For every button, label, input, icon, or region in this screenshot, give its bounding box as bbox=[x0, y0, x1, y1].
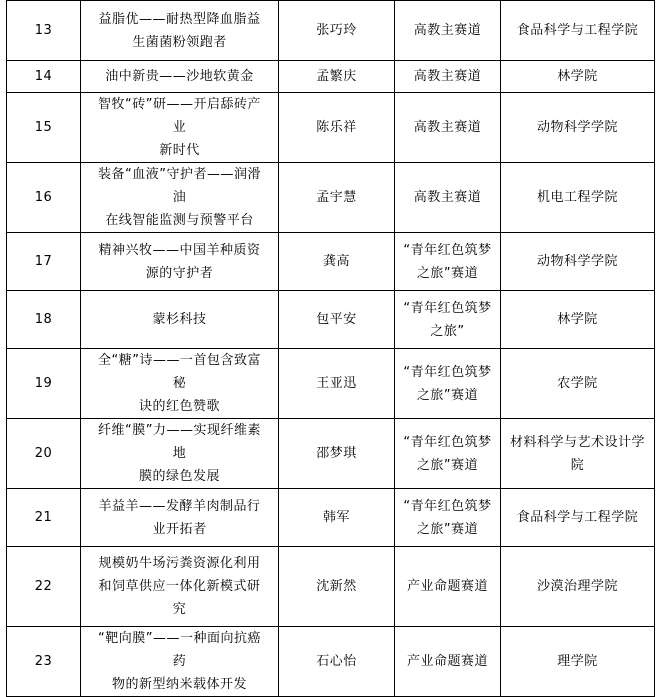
college: 理学院 bbox=[501, 627, 655, 697]
competition-track-line: 高教主赛道 bbox=[413, 120, 482, 135]
project-name-line: 油中新贵——沙地软黄金 bbox=[105, 69, 254, 84]
table-row bbox=[7, 93, 655, 163]
row-number: 14 bbox=[7, 61, 81, 93]
project-name-line: 膜的绿色发展 bbox=[138, 469, 220, 484]
competition-track bbox=[395, 489, 501, 547]
college: 食品科学与工程学院 bbox=[501, 1, 655, 61]
project-name-line: 源的守护者 bbox=[145, 265, 214, 281]
project-leader: 包平安 bbox=[279, 291, 395, 349]
college: 林学院 bbox=[501, 291, 655, 349]
project-name bbox=[81, 291, 279, 349]
row-number: 17 bbox=[7, 233, 81, 291]
row-number: 22 bbox=[7, 547, 81, 627]
competition-track-line: “青年红色筑梦 bbox=[403, 242, 492, 258]
project-name bbox=[81, 93, 279, 163]
competition-track-line: 之旅”赛道 bbox=[416, 457, 479, 473]
project-name-line: 业开拓者 bbox=[152, 521, 207, 537]
table-row bbox=[7, 349, 655, 419]
project-name-line: 装备“血液”守护者——润滑油 bbox=[98, 167, 261, 205]
project-name-line: 生菌菌粉领跑者 bbox=[132, 34, 227, 50]
row-number: 15 bbox=[7, 93, 81, 163]
project-name bbox=[81, 489, 279, 547]
project-name bbox=[81, 419, 279, 489]
competition-track bbox=[395, 93, 501, 163]
project-name bbox=[81, 233, 279, 291]
competition-track bbox=[395, 349, 501, 419]
college: 动物科学学院 bbox=[501, 233, 655, 291]
row-number: 16 bbox=[7, 163, 81, 233]
project-name-line: 规模奶牛场污粪资源化利用 bbox=[98, 556, 261, 571]
project-name-line: 益脂优——耐热型降血脂益 bbox=[98, 11, 261, 27]
project-name-line: 蒙杉科技 bbox=[152, 312, 207, 327]
competition-projects-table bbox=[6, 0, 655, 697]
project-name-line: 物的新型纳米载体开发 bbox=[111, 677, 247, 692]
project-name-line: 诀的红色赞歌 bbox=[138, 399, 220, 414]
table-row bbox=[7, 61, 655, 93]
competition-track bbox=[395, 163, 501, 233]
competition-track-line: “青年红色筑梦 bbox=[403, 364, 492, 380]
competition-track-line: 之旅”赛道 bbox=[416, 521, 479, 537]
table-row bbox=[7, 1, 655, 61]
college: 材料科学与艺术设计学院 bbox=[501, 419, 655, 489]
project-name-line: 究 bbox=[172, 602, 187, 617]
competition-track bbox=[395, 419, 501, 489]
competition-track bbox=[395, 547, 501, 627]
competition-track bbox=[395, 627, 501, 697]
project-leader: 王亚迅 bbox=[279, 349, 395, 419]
project-leader: 龚高 bbox=[279, 233, 395, 291]
project-name-line: 纤维“膜”力——实现纤维素地 bbox=[98, 423, 261, 461]
project-leader: 石心怡 bbox=[279, 627, 395, 697]
project-name-line: 全“糖”诗——一首包含致富秘 bbox=[98, 353, 261, 391]
competition-track-line: 之旅”赛道 bbox=[416, 387, 479, 403]
project-name bbox=[81, 547, 279, 627]
college: 食品科学与工程学院 bbox=[501, 489, 655, 547]
competition-track-line: 产业命题赛道 bbox=[406, 654, 488, 669]
table-row bbox=[7, 627, 655, 697]
competition-track-line: “青年红色筑梦 bbox=[403, 300, 492, 316]
competition-track-line: 高教主赛道 bbox=[413, 69, 482, 84]
row-number: 13 bbox=[7, 1, 81, 61]
project-name-line: 在线智能监测与预警平台 bbox=[105, 213, 254, 228]
row-number: 20 bbox=[7, 419, 81, 489]
competition-track-line: 高教主赛道 bbox=[413, 190, 482, 205]
college: 林学院 bbox=[501, 61, 655, 93]
college: 动物科学学院 bbox=[501, 93, 655, 163]
project-name-line: “靶向膜”——一种面向抗癌药 bbox=[98, 631, 261, 669]
project-name bbox=[81, 627, 279, 697]
table-row bbox=[7, 419, 655, 489]
college: 机电工程学院 bbox=[501, 163, 655, 233]
table-body bbox=[7, 1, 655, 697]
competition-track bbox=[395, 61, 501, 93]
table-row bbox=[7, 489, 655, 547]
table-row bbox=[7, 291, 655, 349]
row-number: 19 bbox=[7, 349, 81, 419]
project-leader: 沈新然 bbox=[279, 547, 395, 627]
project-name-line: 羊益羊——发酵羊肉制品行 bbox=[98, 498, 261, 514]
table-row bbox=[7, 233, 655, 291]
competition-track-line: 产业命题赛道 bbox=[406, 579, 488, 594]
competition-track bbox=[395, 291, 501, 349]
project-name bbox=[81, 349, 279, 419]
project-leader: 张巧玲 bbox=[279, 1, 395, 61]
competition-track bbox=[395, 233, 501, 291]
project-name bbox=[81, 163, 279, 233]
competition-track-line: 之旅”赛道 bbox=[416, 265, 479, 281]
row-number: 18 bbox=[7, 291, 81, 349]
row-number: 23 bbox=[7, 627, 81, 697]
competition-track-line: 高教主赛道 bbox=[413, 23, 482, 38]
competition-track-line: “青年红色筑梦 bbox=[403, 498, 492, 514]
table-row bbox=[7, 547, 655, 627]
competition-track bbox=[395, 1, 501, 61]
project-name bbox=[81, 61, 279, 93]
project-leader: 邵梦琪 bbox=[279, 419, 395, 489]
project-name-line: 智牧“砖”研——开启舔砖产业 bbox=[98, 97, 261, 135]
project-leader: 孟宇慧 bbox=[279, 163, 395, 233]
project-leader: 韩军 bbox=[279, 489, 395, 547]
college: 农学院 bbox=[501, 349, 655, 419]
competition-track-line: 之旅” bbox=[430, 323, 465, 339]
college: 沙漠治理学院 bbox=[501, 547, 655, 627]
competition-track-line: “青年红色筑梦 bbox=[403, 434, 492, 450]
project-name-line: 新时代 bbox=[159, 143, 200, 158]
project-name bbox=[81, 1, 279, 61]
project-leader: 陈乐祥 bbox=[279, 93, 395, 163]
project-name-line: 和饲草供应一体化新模式研 bbox=[98, 579, 261, 594]
table-row bbox=[7, 163, 655, 233]
row-number: 21 bbox=[7, 489, 81, 547]
project-leader: 孟繁庆 bbox=[279, 61, 395, 93]
project-name-line: 精神兴牧——中国羊种质资 bbox=[98, 242, 261, 258]
